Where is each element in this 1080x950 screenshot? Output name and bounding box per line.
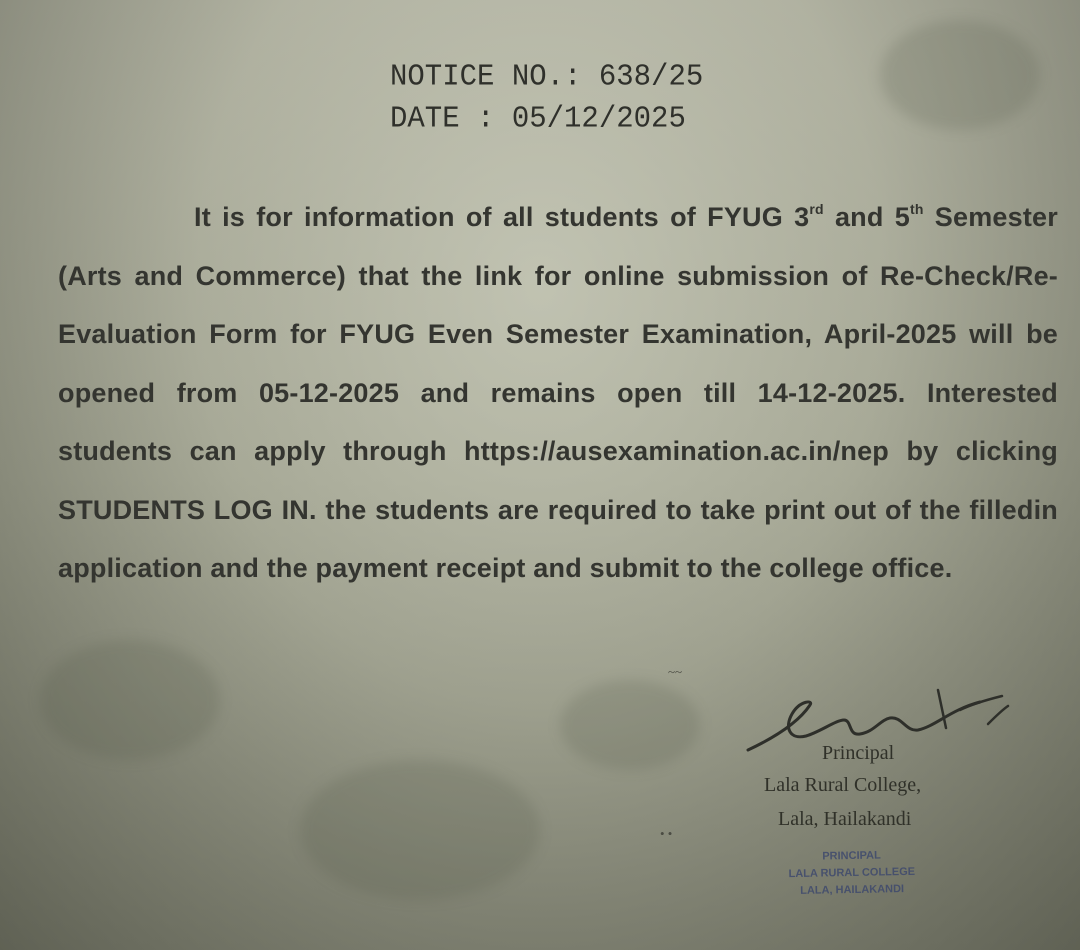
- paper-stain: [40, 640, 220, 760]
- paper-stain: [300, 760, 540, 900]
- notice-body: [58, 180, 1058, 598]
- signature-block: [740, 680, 1040, 840]
- signature-title: Principal: [822, 742, 895, 764]
- stamp-line-2: LALA RURAL COLLEGE: [788, 865, 916, 881]
- college-stamp: [751, 846, 952, 919]
- signature-college: Lala Rural College,: [764, 774, 922, 796]
- paper-stain: [880, 20, 1040, 130]
- stamp-line-1: PRINCIPAL: [822, 849, 881, 863]
- pen-dot-mark: • •: [660, 826, 673, 841]
- notice-header: [390, 56, 703, 140]
- paper-stain: [560, 680, 700, 770]
- stamp-line-3: LALA, HAILAKANDI: [800, 883, 905, 897]
- body-part-3: Semester (Arts and Commerce) that the link for online submission of Re-Check/Re-Evaluation Form for FYUG Even Semester Examination, April-2025 will be opened from 05-12-2025 and remains open till 14-12-2025. Interested students can apply through https://ausexamination.ac.in/nep by clicking STUDENTS LOG IN. the students are required to take print out of the filledin application and the payment receipt and submit to the college office.: [58, 202, 1058, 583]
- body-part-2: and 5: [823, 202, 910, 232]
- body-part-1: It is for information of all students of FYUG 3: [194, 202, 810, 232]
- body-sup-th: th: [909, 201, 924, 217]
- notice-date: DATE : 05/12/2025: [390, 101, 686, 136]
- notice-number: NOTICE NO.: 638/25: [390, 59, 704, 94]
- pen-mark: ~~: [668, 664, 683, 679]
- body-sup-rd: rd: [809, 201, 824, 217]
- signature-place: Lala, Hailakandi: [778, 808, 912, 830]
